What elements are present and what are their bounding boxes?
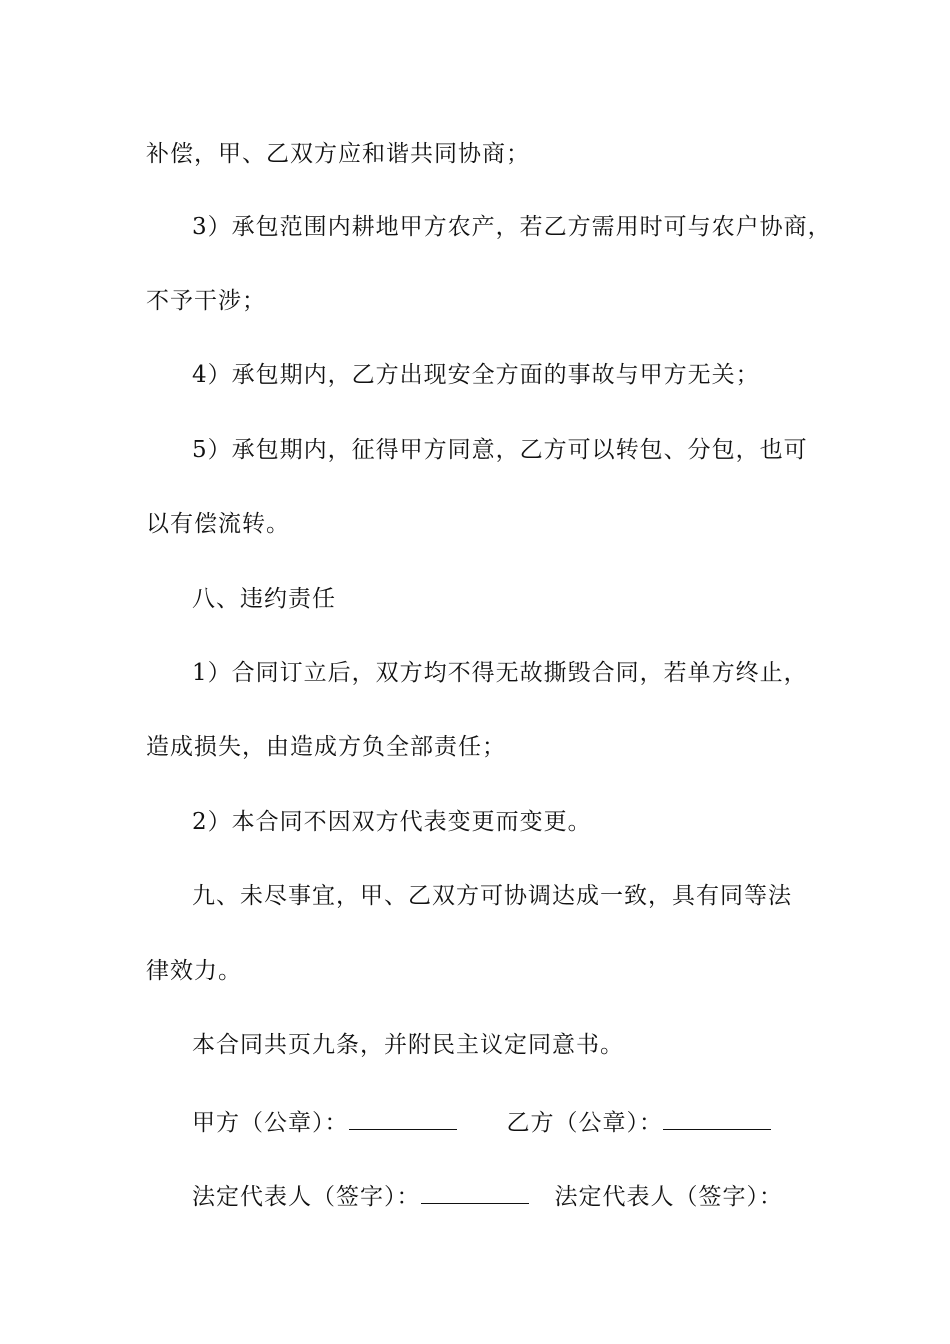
text-line-12: 律效力。 — [146, 958, 242, 984]
text-line-11: 九、未尽事宜，甲、乙双方可协调达成一致，具有同等法 — [192, 883, 792, 909]
party-b-seal-blank — [663, 1109, 771, 1130]
seal-row — [192, 1107, 771, 1139]
party-b-seal-label: 乙方（公章）： — [506, 1110, 663, 1136]
legal-rep-row — [192, 1181, 783, 1213]
legal-rep-a-label: 法定代表人（签字）： — [192, 1184, 421, 1210]
text-line-10: 2）本合同不因双方代表变更而变更。 — [192, 809, 592, 835]
legal-rep-b-label: 法定代表人（签字）： — [554, 1184, 783, 1210]
text-line-9: 造成损失，由造成方负全部责任； — [146, 734, 506, 760]
text-line-8: 1）合同订立后，双方均不得无故撕毁合同，若单方终止， — [192, 660, 808, 686]
party-a-seal-blank — [349, 1109, 457, 1130]
text-line-6: 以有偿流转。 — [146, 511, 290, 537]
text-line-13: 本合同共页九条，并附民主议定同意书。 — [192, 1032, 624, 1058]
text-line-4: 4）承包期内，乙方出现安全方面的事故与甲方无关； — [192, 362, 760, 388]
text-line-3: 不予干涉； — [146, 288, 266, 314]
legal-rep-a-blank — [421, 1183, 529, 1204]
party-a-seal-label: 甲方（公章）： — [192, 1110, 349, 1136]
section-heading-breach: 八、违约责任 — [192, 586, 336, 612]
text-line-2: 3）承包范围内耕地甲方农产，若乙方需用时可与农户协商， — [192, 214, 832, 240]
text-line-1: 补偿，甲、乙双方应和谐共同协商； — [146, 141, 530, 167]
text-line-5: 5）承包期内，征得甲方同意，乙方可以转包、分包，也可 — [192, 437, 808, 463]
